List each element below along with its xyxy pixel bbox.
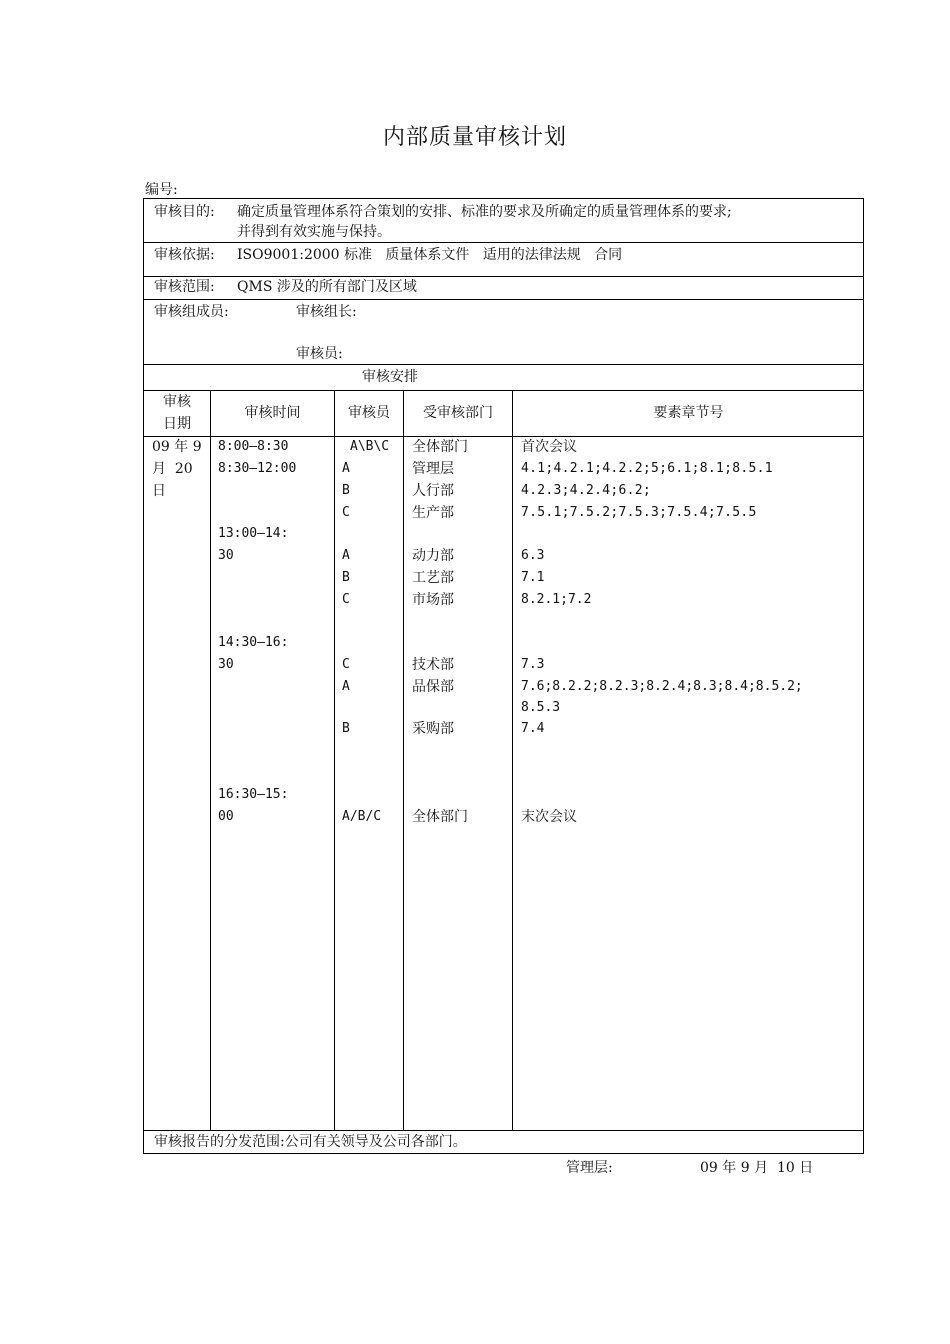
header-date-label: 审核日期	[163, 394, 191, 432]
audit-date-line: 日	[152, 483, 166, 499]
audit-time: 30	[218, 657, 234, 672]
team-members-label: 审核组成员:	[154, 304, 229, 320]
basis-row	[144, 243, 863, 277]
column-divider	[210, 390, 211, 1131]
schedule-title: 审核安排	[362, 369, 418, 385]
department-cell: 全体部门	[412, 439, 468, 455]
audit-time: 14:30—16:	[218, 635, 289, 650]
audit-date-line: 月 20	[152, 461, 193, 477]
clause-cell: 4.2.3;4.2.4;6.2;	[521, 483, 652, 498]
footer-date: 09 年 9 月 10 日	[700, 1160, 814, 1176]
clause-cell: 7.5.1;7.5.2;7.5.3;7.5.4;7.5.5	[521, 505, 757, 520]
department-cell: 人行部	[412, 483, 454, 499]
clause-cell: 4.1;4.2.1;4.2.2;5;6.1;8.1;8.5.1	[521, 461, 773, 476]
department-cell: 管理层	[412, 461, 454, 477]
team-leader-label: 审核组长:	[296, 304, 357, 320]
header-clause-label: 要素章节号	[653, 405, 724, 421]
purpose-text-line2: 并得到有效实施与保持。	[237, 224, 391, 240]
clause-cell: 末次会议	[521, 809, 577, 825]
department-cell: 动力部	[412, 548, 454, 564]
column-divider	[512, 390, 513, 1131]
audit-time: 30	[218, 548, 234, 563]
column-divider	[334, 390, 335, 1131]
scope-row	[144, 277, 863, 300]
audit-time: 16:30—15:	[218, 787, 289, 802]
header-time-label: 审核时间	[244, 405, 301, 421]
auditor-cell: A	[342, 548, 350, 563]
purpose-label: 审核目的:	[154, 204, 215, 220]
basis-text: ISO9001:2000 标准 质量体系文件 适用的法律法规 合同	[237, 247, 623, 263]
distribution-text: 审核报告的分发范围:公司有关领导及公司各部门。	[154, 1134, 467, 1150]
auditor-cell: A	[342, 461, 350, 476]
auditor-cell: A/B/C	[342, 809, 382, 824]
auditor-cell: B	[342, 483, 350, 498]
audit-time: 8:00—8:30	[218, 439, 289, 454]
document-title: 内部质量审核计划	[382, 125, 567, 150]
scope-text: QMS 涉及的所有部门及区域	[237, 279, 417, 295]
auditor-cell: A\B\C	[350, 439, 390, 454]
header-dept-label: 受审核部门	[423, 405, 493, 421]
department-cell: 工艺部	[412, 570, 454, 586]
clause-cell: 7.3	[521, 657, 545, 672]
clause-cell: 6.3	[521, 548, 545, 563]
header-clause	[513, 390, 864, 436]
basis-label: 审核依据:	[154, 247, 215, 263]
clause-cell: 7.6;8.2.2;8.2.3;8.2.4;8.3;8.4;8.5.2;	[521, 679, 803, 694]
team-row	[144, 300, 863, 365]
header-dept	[404, 390, 512, 436]
clause-cell: 7.4	[521, 721, 545, 736]
department-cell: 采购部	[412, 721, 454, 737]
header-auditor	[335, 390, 403, 436]
auditor-cell: C	[342, 592, 350, 607]
clause-cell: 7.1	[521, 570, 545, 585]
scope-label: 审核范围:	[154, 279, 215, 295]
department-cell: 市场部	[412, 592, 454, 608]
auditor-cell: C	[342, 657, 350, 672]
auditor-cell: C	[342, 505, 350, 520]
audit-time: 8:30—12:00	[218, 461, 297, 476]
number-label: 编号:	[145, 182, 178, 198]
purpose-row	[144, 199, 863, 243]
clause-cell: 8.2.1;7.2	[521, 592, 592, 607]
header-time	[211, 390, 334, 436]
header-auditor-label: 审核员	[348, 405, 390, 421]
department-cell: 技术部	[412, 657, 454, 673]
audit-date-line: 09 年 9	[152, 439, 202, 455]
auditor-cell: B	[342, 721, 350, 736]
distribution-row	[144, 1130, 863, 1155]
team-auditor-label: 审核员:	[296, 346, 343, 362]
header-date	[150, 390, 204, 436]
department-cell: 生产部	[412, 505, 454, 521]
auditor-cell: A	[342, 679, 350, 694]
purpose-text-line1: 确定质量管理体系符合策划的安排、标准的要求及所确定的质量管理体系的要求;	[237, 204, 732, 220]
department-cell: 全体部门	[412, 809, 468, 825]
audit-time: 00	[218, 809, 234, 824]
department-cell: 品保部	[412, 679, 454, 695]
column-divider	[403, 390, 404, 1131]
clause-cell: 首次会议	[521, 439, 577, 455]
management-label: 管理层:	[566, 1160, 613, 1176]
clause-cell-continued: 8.5.3	[521, 700, 561, 715]
audit-time: 13:00—14:	[218, 526, 289, 541]
auditor-cell: B	[342, 570, 350, 585]
schedule-title-row	[144, 365, 863, 391]
